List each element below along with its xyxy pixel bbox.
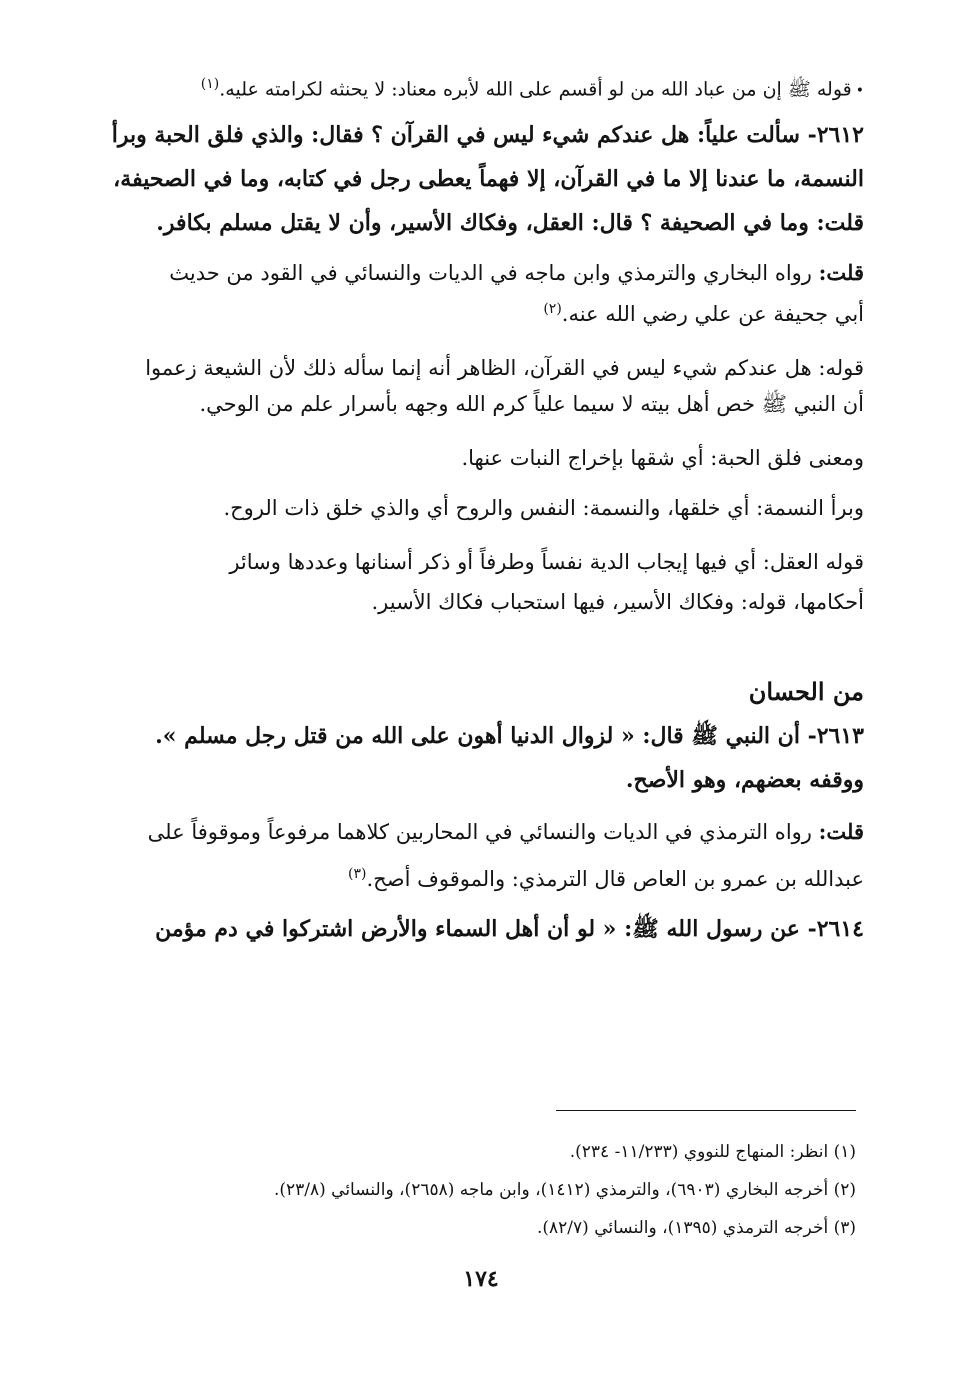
hadith-2613 bbox=[100, 714, 864, 802]
footnote-ref-3: (٣) bbox=[348, 866, 367, 883]
hadith-2613-line-2: ووقفه بعضهم، وهو الأصح. bbox=[625, 767, 864, 794]
hadith-2612 bbox=[100, 113, 864, 245]
qult-paragraph-1 bbox=[100, 257, 864, 334]
qult-1-line-2 bbox=[100, 289, 864, 334]
hadith-2613-line-1: ٢٦١٣- أن النبي ﷺ قال: « لزوال الدنيا أهون على الله من قتل رجل مسلم ». bbox=[155, 723, 864, 750]
section-title: من الحسان bbox=[748, 677, 864, 707]
hadith-2612-line-2: النسمة، ما عندنا إلا ما في القرآن، إلا فهماً يعطى رجل في كتابه، وما في الصحيفة، bbox=[113, 166, 864, 193]
commentary-1-line-2: أن النبي ﷺ خص أهل بيته لا سيما علياً كرم الله وجهه بأسرار علم من الوحي. bbox=[199, 392, 864, 417]
commentary-1-line-1: قوله: هل عندكم شيء ليس في القرآن، الظاهر أنه إنما سأله ذلك لأن الشيعة زعموا bbox=[145, 356, 864, 381]
footnote-ref-1: (١) bbox=[200, 76, 220, 92]
hadith-2614-line-1: ٢٦١٤- عن رسول الله ﷺ: « لو أن أهل السماء والأرض اشتركوا في دم مؤمن bbox=[155, 916, 864, 943]
qult-1-text-2: أبي جحيفة عن علي رضي الله عنه. bbox=[561, 302, 864, 327]
footnote-2: (٢) أخرجه البخاري (٦٩٠٣)، والترمذي (١٤١٢)، وابن ماجه (٢٦٥٨)، والنسائي (٢٣/٨). bbox=[273, 1180, 856, 1200]
qult-2-text-2: عبدالله بن عمرو بن العاص قال الترمذي: والموقوف أصح. bbox=[366, 867, 864, 892]
footnote-3: (٣) أخرجه الترمذي (١٣٩٥)، والنسائي (٨٢/٧). bbox=[536, 1218, 856, 1238]
hadith-2612-line-1: ٢٦١٢- سألت علياً: هل عندكم شيء ليس في القرآن ؟ فقال: والذي فلق الحبة وبرأ bbox=[111, 122, 864, 149]
commentary-3: وبرأ النسمة: أي خلقها، والنسمة: النفس والروح أي والذي خلق ذات الروح. bbox=[223, 496, 864, 521]
footnote-1: (١) انظر: المنهاج للنووي (١١/٢٣٣- ٢٣٤). bbox=[569, 1142, 856, 1162]
page-number: ١٧٤ bbox=[463, 1266, 499, 1292]
qult-label: قلت: bbox=[818, 819, 864, 845]
commentary-4-line-1: قوله العقل: أي فيها إيجاب الدية نفساً وطرفاً أو ذكر أسنانها وعددها وسائر bbox=[229, 550, 864, 575]
commentary-1 bbox=[100, 352, 864, 424]
qult-1-line-1 bbox=[100, 257, 864, 289]
commentary-4-line-2: أحكامها، قوله: وفكاك الأسير، فيها استحباب فكاك الأسير. bbox=[371, 590, 864, 615]
intro-text: قوله ﷺ إن من عباد الله من لو أقسم على الله لأبره معناد: لا يحنثه لكرامته عليه. bbox=[219, 78, 852, 101]
commentary-2: ومعنى فلق الحبة: أي شقها بإخراج النبات عنها. bbox=[461, 446, 864, 471]
hadith-2612-line-3: قلت: وما في الصحيفة ؟ قال: العقل، وفكاك الأسير، وأن لا يقتل مسلم بكافر. bbox=[156, 210, 864, 237]
qult-2-line-2 bbox=[100, 854, 864, 899]
qult-2-line-1 bbox=[100, 810, 864, 854]
footnote-divider bbox=[556, 1110, 856, 1111]
bullet-icon: • bbox=[855, 83, 864, 100]
qult-label: قلت: bbox=[818, 260, 864, 286]
qult-1-text: رواه البخاري والترمذي وابن ماجه في الديات والنسائي في القود من حديث bbox=[169, 261, 812, 286]
qult-paragraph-2 bbox=[100, 810, 864, 899]
footnote-ref-2: (٢) bbox=[543, 301, 562, 318]
commentary-4 bbox=[100, 542, 864, 622]
qult-2-text: رواه الترمذي في الديات والنسائي في المحاربين كلاهما مرفوعاً وموقوفاً على bbox=[147, 820, 812, 845]
footnotes bbox=[100, 1133, 856, 1247]
intro-line bbox=[100, 68, 864, 107]
